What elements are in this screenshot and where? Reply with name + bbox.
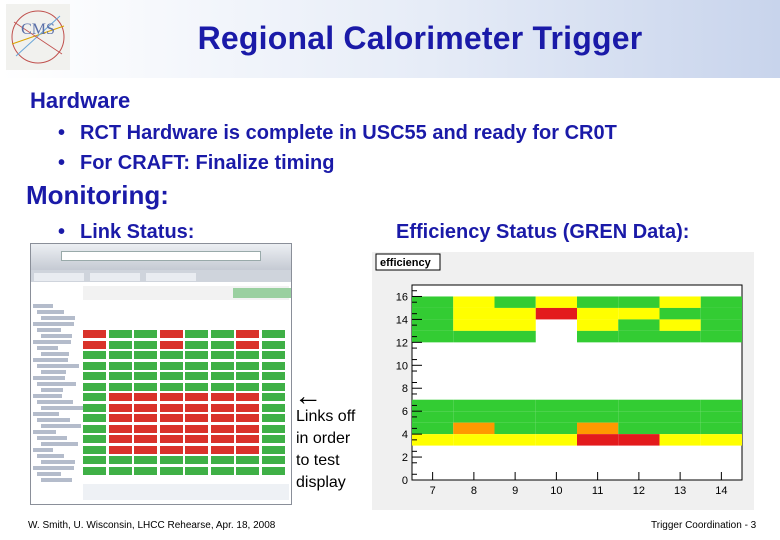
link-cell (83, 435, 106, 443)
link-cell (109, 456, 132, 464)
monitor-header (83, 286, 289, 300)
link-cell (134, 362, 157, 370)
heatmap-cell (453, 423, 494, 434)
heatmap-cell (701, 411, 742, 422)
link-cell (185, 456, 208, 464)
heatmap-cell (660, 434, 701, 445)
heatmap-cell (618, 319, 659, 330)
heatmap-cell (412, 423, 453, 434)
heatmap-cell (577, 411, 618, 422)
heatmap-cell (412, 331, 453, 342)
link-cell (109, 404, 132, 412)
heatmap-cell (660, 411, 701, 422)
link-cell (160, 446, 183, 454)
link-cell (211, 446, 234, 454)
heatmap-cell (660, 331, 701, 342)
link-cell (109, 362, 132, 370)
link-cell (83, 425, 106, 433)
link-cell (160, 362, 183, 370)
link-cell (83, 372, 106, 380)
annotation-line: in order (296, 430, 351, 447)
link-cell (109, 372, 132, 380)
link-cell (185, 446, 208, 454)
heatmap-cell (660, 308, 701, 319)
heatmap-cell (701, 308, 742, 319)
link-cell (109, 341, 132, 349)
heatmap-cell (536, 423, 577, 434)
link-cell (236, 467, 259, 475)
link-cell (109, 383, 132, 391)
left-arrow: ← (294, 380, 322, 411)
monitor-tree (33, 302, 79, 502)
y-tick-label: 14 (395, 314, 408, 327)
link-cell (185, 467, 208, 475)
link-cell (134, 467, 157, 475)
link-cell (211, 435, 234, 443)
link-cell (109, 446, 132, 454)
link-cell (262, 351, 285, 359)
link-cell (134, 446, 157, 454)
link-cell (185, 393, 208, 401)
link-status-screenshot (30, 243, 292, 505)
heatmap-cell (660, 296, 701, 307)
heatmap-cell (453, 434, 494, 445)
hardware-bullet-text: RCT Hardware is complete in USC55 and ready for CR0T (80, 122, 617, 144)
link-cell (236, 446, 259, 454)
link-cell (83, 383, 106, 391)
heatmap-cell (660, 400, 701, 411)
link-cell (83, 351, 106, 359)
links-off-annotation (296, 406, 355, 494)
y-tick-label: 0 (401, 475, 408, 487)
link-cell (109, 435, 132, 443)
heatmap-cell (495, 434, 536, 445)
link-cell (211, 456, 234, 464)
link-cell (211, 393, 234, 401)
link-cell (109, 393, 132, 401)
link-cell (160, 435, 183, 443)
link-status-grid (83, 330, 289, 480)
link-cell (134, 330, 157, 338)
link-cell (262, 404, 285, 412)
x-tick-label: 14 (715, 485, 728, 497)
heatmap-cell (577, 331, 618, 342)
heatmap-cell (577, 434, 618, 445)
link-cell (160, 456, 183, 464)
link-cell (262, 425, 285, 433)
link-cell (185, 435, 208, 443)
link-cell (83, 467, 106, 475)
link-cell (109, 414, 132, 422)
annotation-line: display (296, 474, 346, 491)
heatmap-cell (577, 296, 618, 307)
monitoring-heading: Monitoring: (26, 180, 169, 210)
heatmap-cell (536, 411, 577, 422)
heatmap-cell (701, 319, 742, 330)
x-tick-label: 9 (512, 485, 519, 497)
heatmap-cell (412, 319, 453, 330)
link-cell (185, 425, 208, 433)
link-cell (236, 372, 259, 380)
link-cell (211, 425, 234, 433)
heatmap-cell (453, 296, 494, 307)
link-cell (83, 341, 106, 349)
heatmap-cell (660, 319, 701, 330)
heatmap-cell (618, 331, 659, 342)
link-cell (262, 330, 285, 338)
annotation-line: to test (296, 452, 340, 469)
link-cell (262, 467, 285, 475)
link-cell (185, 341, 208, 349)
link-cell (236, 425, 259, 433)
hardware-heading: Hardware (30, 88, 131, 113)
x-tick-label: 13 (674, 485, 687, 497)
link-cell (185, 362, 208, 370)
heatmap-cell (618, 423, 659, 434)
link-cell (262, 383, 285, 391)
heatmap-cell (412, 308, 453, 319)
hardware-bullet-1: • RCT Hardware is complete in USC55 and ready for CR0T (58, 122, 617, 144)
heatmap-cell (495, 319, 536, 330)
link-cell (83, 456, 106, 464)
link-cell (236, 383, 259, 391)
heatmap-cell (412, 296, 453, 307)
heatmap-cell (453, 319, 494, 330)
link-cell (134, 383, 157, 391)
link-cell (236, 362, 259, 370)
link-cell (262, 393, 285, 401)
heatmap-cell (536, 400, 577, 411)
link-cell (109, 425, 132, 433)
heatmap-cell (577, 319, 618, 330)
y-tick-label: 12 (395, 337, 408, 350)
heatmap-cell (495, 423, 536, 434)
link-cell (160, 330, 183, 338)
x-tick-label: 12 (632, 485, 645, 497)
heatmap-cell (701, 423, 742, 434)
hardware-bullet-text: For CRAFT: Finalize timing (80, 152, 335, 174)
heatmap-cell (577, 423, 618, 434)
heatmap-cell (453, 331, 494, 342)
link-cell (211, 467, 234, 475)
heatmap-cell (701, 331, 742, 342)
efficiency-histogram (372, 252, 754, 510)
link-cell (211, 372, 234, 380)
link-cell (211, 330, 234, 338)
link-cell (236, 341, 259, 349)
link-cell (134, 341, 157, 349)
link-cell (211, 351, 234, 359)
link-cell (262, 372, 285, 380)
link-cell (236, 404, 259, 412)
heatmap-cell (701, 400, 742, 411)
heatmap-cell (453, 411, 494, 422)
x-tick-label: 11 (591, 485, 604, 497)
heatmap-cell (618, 434, 659, 445)
x-tick-label: 7 (429, 485, 436, 497)
link-status-bullet: • Link Status: (58, 221, 195, 243)
link-cell (262, 341, 285, 349)
efficiency-heading: Efficiency Status (GREN Data): (396, 221, 690, 243)
link-cell (262, 446, 285, 454)
link-cell (83, 393, 106, 401)
link-cell (134, 393, 157, 401)
heatmap-cell (412, 434, 453, 445)
heatmap-cell (536, 308, 577, 319)
heatmap-cell (618, 308, 659, 319)
rct-monitor-page (31, 282, 291, 505)
link-cell (160, 341, 183, 349)
heatmap-cell (577, 308, 618, 319)
link-cell (262, 414, 285, 422)
link-cell (262, 456, 285, 464)
heatmap-cell (536, 296, 577, 307)
link-cell (134, 404, 157, 412)
link-cell (185, 404, 208, 412)
link-cell (236, 435, 259, 443)
hardware-bullet-2: • For CRAFT: Finalize timing (58, 152, 335, 174)
link-cell (160, 467, 183, 475)
link-cell (236, 393, 259, 401)
browser-chrome (31, 244, 291, 270)
link-cell (211, 341, 234, 349)
title-divider (0, 78, 780, 81)
y-tick-label: 10 (395, 360, 408, 373)
link-cell (83, 404, 106, 412)
link-cell (134, 456, 157, 464)
heatmap-cell (495, 411, 536, 422)
chart-title: efficiency (380, 257, 431, 269)
link-cell (160, 393, 183, 401)
heatmap-cell (412, 411, 453, 422)
heatmap-cell (618, 411, 659, 422)
annotation-line: Links off (296, 408, 356, 425)
heatmap-cell (453, 308, 494, 319)
link-cell (185, 414, 208, 422)
heatmap-cell (618, 296, 659, 307)
link-cell (160, 372, 183, 380)
y-tick-label: 16 (395, 291, 408, 304)
footer-author: W. Smith, U. Wisconsin, LHCC Rehearse, Apr. 18, 2008 (28, 520, 276, 531)
link-cell (109, 467, 132, 475)
browser-tabs (31, 270, 291, 282)
heatmap-cell (495, 308, 536, 319)
link-cell (185, 372, 208, 380)
y-tick-label: 8 (401, 383, 408, 396)
link-cell (160, 404, 183, 412)
link-cell (160, 351, 183, 359)
link-cell (236, 351, 259, 359)
link-cell (83, 362, 106, 370)
link-cell (109, 330, 132, 338)
link-cell (236, 330, 259, 338)
link-cell (236, 414, 259, 422)
link-cell (134, 435, 157, 443)
browser-url-bar (61, 251, 261, 261)
y-tick-label: 4 (401, 429, 408, 442)
heatmap-cell (660, 423, 701, 434)
link-cell (262, 435, 285, 443)
link-status-text: Link Status: (80, 221, 195, 243)
link-cell (262, 362, 285, 370)
heatmap-cell (495, 296, 536, 307)
slide-title: Regional Calorimeter Trigger (197, 20, 643, 56)
link-cell (211, 404, 234, 412)
monitor-footer (83, 484, 289, 500)
link-cell (83, 330, 106, 338)
link-cell (134, 372, 157, 380)
link-cell (109, 351, 132, 359)
heatmap-cell (495, 400, 536, 411)
heatmap-cell (453, 400, 494, 411)
heatmap-cell (618, 400, 659, 411)
link-cell (160, 425, 183, 433)
link-cell (83, 414, 106, 422)
link-cell (211, 362, 234, 370)
link-cell (160, 383, 183, 391)
y-tick-label: 2 (401, 452, 408, 465)
link-cell (134, 425, 157, 433)
link-cell (83, 446, 106, 454)
link-cell (160, 414, 183, 422)
link-cell (211, 383, 234, 391)
heatmap-cell (701, 434, 742, 445)
link-cell (236, 456, 259, 464)
x-tick-label: 8 (470, 485, 477, 497)
link-cell (134, 351, 157, 359)
footer-page: Trigger Coordination - 3 (651, 520, 757, 531)
heatmap-cell (536, 434, 577, 445)
logo-text: CMS (21, 21, 55, 38)
x-tick-label: 10 (550, 485, 563, 497)
link-cell (185, 383, 208, 391)
heatmap-cell (701, 296, 742, 307)
cms-logo-icon (6, 4, 70, 70)
link-cell (185, 351, 208, 359)
heatmap-cell (412, 400, 453, 411)
title-banner (0, 0, 780, 78)
link-cell (185, 330, 208, 338)
link-cell (134, 414, 157, 422)
heatmap-cell (577, 400, 618, 411)
heatmap-cell (495, 331, 536, 342)
link-cell (211, 414, 234, 422)
y-tick-label: 6 (401, 406, 408, 419)
